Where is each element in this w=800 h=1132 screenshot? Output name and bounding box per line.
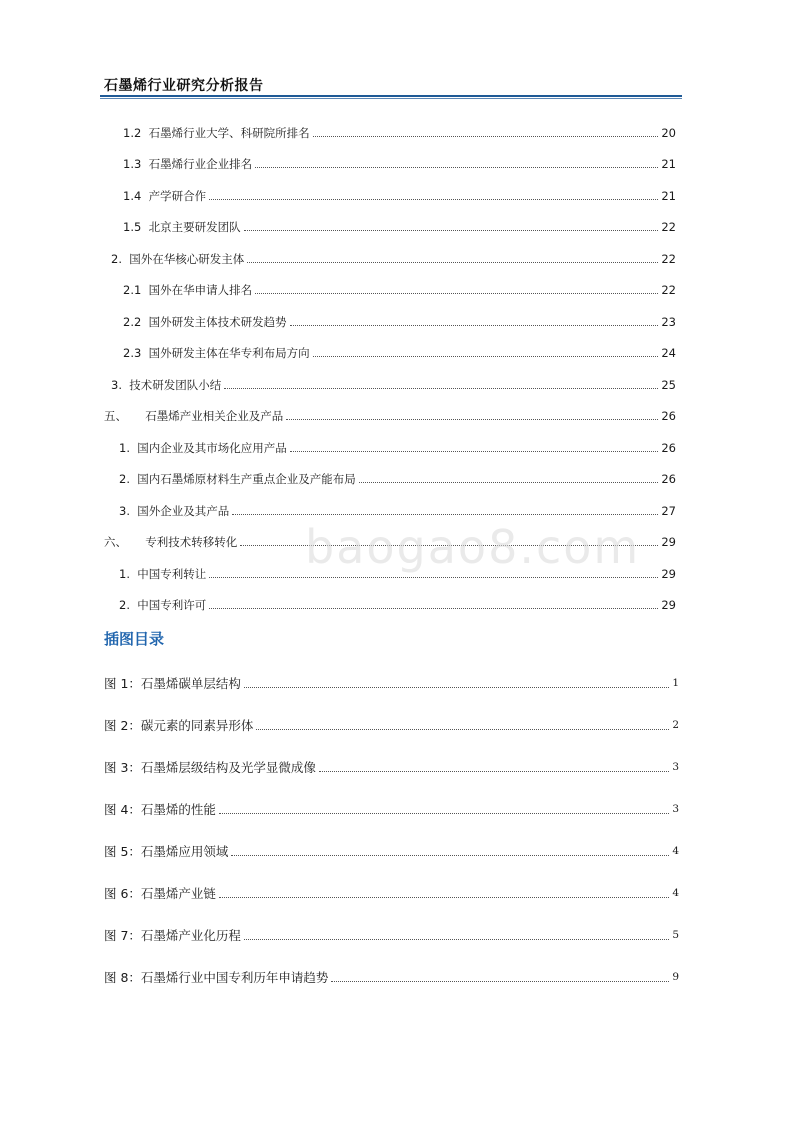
- page-header-title: 石墨烯行业研究分析报告: [104, 78, 264, 94]
- toc-entry[interactable]: [111, 246, 676, 266]
- header-rule: [100, 95, 682, 97]
- toc-entry-label: 3. 技术研发团队小结: [111, 378, 222, 392]
- figure-entry-label: 图 6：石墨烯产业链: [104, 886, 216, 901]
- toc-entry-page: 22: [661, 252, 676, 266]
- dot-leader: [290, 450, 659, 452]
- toc-entry[interactable]: [123, 309, 676, 329]
- figure-entry-label: 图 2：碳元素的同素异形体: [104, 718, 254, 733]
- figure-entry[interactable]: [104, 713, 679, 733]
- dot-leader: [209, 198, 658, 200]
- toc-entry-label: 1.3 石墨烯行业企业排名: [123, 157, 253, 171]
- toc-entry-page: 26: [661, 441, 676, 455]
- toc-entry[interactable]: [119, 592, 676, 612]
- toc-entry[interactable]: [123, 120, 676, 140]
- figure-entry[interactable]: [104, 923, 679, 943]
- toc-entry[interactable]: [119, 435, 676, 455]
- toc-entry-label: 2.2 国外研发主体技术研发趋势: [123, 315, 287, 329]
- toc-entry-page: 25: [661, 378, 676, 392]
- figure-entry-label: 图 5：石墨烯应用领域: [104, 844, 229, 859]
- toc-entry-page: 20: [661, 126, 676, 140]
- toc-entry-label: 1.4 产学研合作: [123, 189, 207, 203]
- dot-leader: [244, 686, 669, 688]
- figure-entry-page: 3: [672, 761, 679, 773]
- dot-leader: [313, 355, 659, 357]
- toc-entry[interactable]: [119, 561, 676, 581]
- figure-entry-page: 1: [672, 677, 679, 689]
- dot-leader: [255, 166, 658, 168]
- figure-entry[interactable]: [104, 965, 679, 985]
- toc-entry-page: 29: [661, 567, 676, 581]
- dot-leader: [219, 896, 669, 898]
- toc-entry-label: 1.5 北京主要研发团队: [123, 220, 241, 234]
- dot-leader: [224, 387, 658, 389]
- dot-leader: [319, 770, 669, 772]
- toc-entry-label: 2. 国内石墨烯原材料生产重点企业及产能布局: [119, 472, 356, 486]
- toc-entry-label: 1. 国内企业及其市场化应用产品: [119, 441, 287, 455]
- toc-entry-label: 2. 国外在华核心研发主体: [111, 252, 245, 266]
- dot-leader: [232, 513, 658, 515]
- dot-leader: [286, 418, 658, 420]
- toc-entry-page: 27: [661, 504, 676, 518]
- figure-entry[interactable]: [104, 755, 679, 775]
- dot-leader: [240, 544, 658, 546]
- toc-entry[interactable]: [111, 372, 676, 392]
- figure-entry[interactable]: [104, 797, 679, 817]
- toc-entry[interactable]: [104, 403, 676, 423]
- dot-leader: [247, 261, 658, 263]
- toc-entry[interactable]: [104, 529, 676, 549]
- toc-entry-page: 21: [661, 189, 676, 203]
- dot-leader: [244, 938, 669, 940]
- figures-heading: 插图目录: [104, 630, 165, 648]
- figure-entry-page: 9: [672, 971, 679, 983]
- dot-leader: [359, 481, 659, 483]
- toc-entry-page: 26: [661, 409, 676, 423]
- dot-leader: [256, 728, 669, 730]
- figure-entry-page: 4: [672, 887, 679, 899]
- toc-entry-page: 22: [661, 283, 676, 297]
- dot-leader: [244, 229, 659, 231]
- figure-entry-page: 4: [672, 845, 679, 857]
- toc-entry[interactable]: [119, 498, 676, 518]
- dot-leader: [231, 854, 669, 856]
- figure-entry-label: 图 3：石墨烯层级结构及光学显微成像: [104, 760, 316, 775]
- watermark: baogao8.com: [305, 520, 641, 574]
- figure-entry-page: 2: [672, 719, 679, 731]
- figure-entry-page: 3: [672, 803, 679, 815]
- toc-entry-page: 29: [661, 598, 676, 612]
- figure-entry-label: 图 7：石墨烯产业化历程: [104, 928, 241, 943]
- toc-entry-label: 2.1 国外在华申请人排名: [123, 283, 253, 297]
- toc-entry-label: 2.3 国外研发主体在华专利布局方向: [123, 346, 310, 360]
- toc-entry-page: 22: [661, 220, 676, 234]
- dot-leader: [209, 576, 658, 578]
- toc-entry-label: 1. 中国专利转让: [119, 567, 207, 581]
- toc-entry[interactable]: [123, 340, 676, 360]
- toc-entry[interactable]: [123, 183, 676, 203]
- dot-leader: [209, 607, 658, 609]
- toc-entry-label: 1.2 石墨烯行业大学、科研院所排名: [123, 126, 310, 140]
- dot-leader: [331, 980, 669, 982]
- toc-entry-label: 六、 专利技术转移转化: [104, 535, 238, 549]
- toc-entry[interactable]: [123, 151, 676, 171]
- figure-entry-page: 5: [672, 929, 679, 941]
- dot-leader: [219, 812, 669, 814]
- dot-leader: [255, 292, 658, 294]
- dot-leader: [313, 135, 659, 137]
- figure-entry-label: 图 8：石墨烯行业中国专利历年申请趋势: [104, 970, 329, 985]
- toc-entry-label: 五、 石墨烯产业相关企业及产品: [104, 409, 284, 423]
- figure-entry-label: 图 4：石墨烯的性能: [104, 802, 216, 817]
- toc-entry[interactable]: [119, 466, 676, 486]
- toc-entry-label: 2. 中国专利许可: [119, 598, 207, 612]
- header-rule-thin: [100, 98, 682, 99]
- toc-entry-page: 26: [661, 472, 676, 486]
- figure-entry[interactable]: [104, 671, 679, 691]
- toc-entry-page: 21: [661, 157, 676, 171]
- toc-entry-page: 24: [661, 346, 676, 360]
- figure-entry[interactable]: [104, 839, 679, 859]
- dot-leader: [290, 324, 659, 326]
- toc-entry-page: 29: [661, 535, 676, 549]
- toc-entry[interactable]: [123, 214, 676, 234]
- figure-entry[interactable]: [104, 881, 679, 901]
- toc-entry-label: 3. 国外企业及其产品: [119, 504, 230, 518]
- figure-entry-label: 图 1：石墨烯碳单层结构: [104, 676, 241, 691]
- toc-entry[interactable]: [123, 277, 676, 297]
- toc-entry-page: 23: [661, 315, 676, 329]
